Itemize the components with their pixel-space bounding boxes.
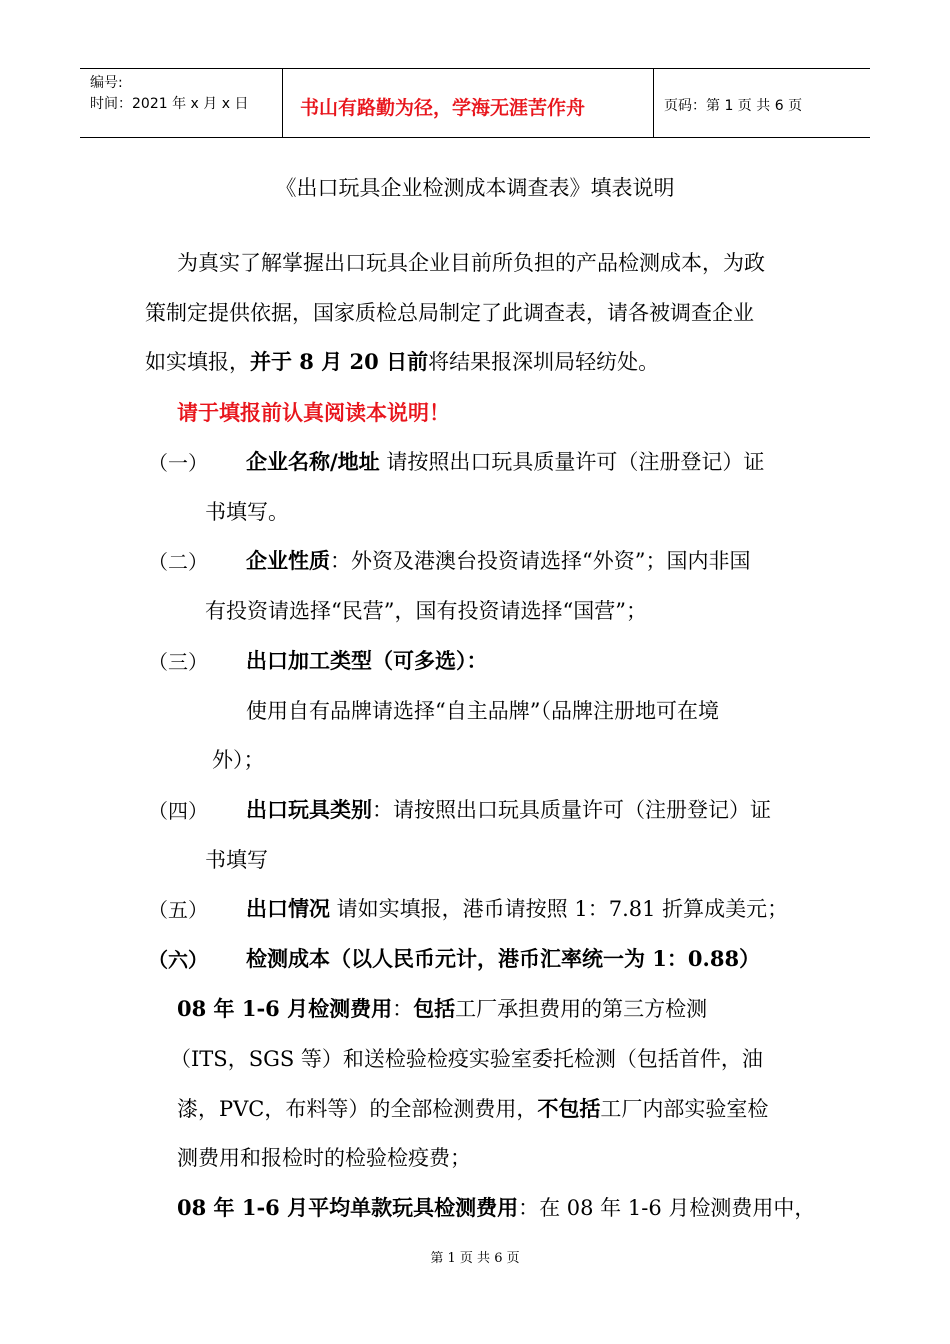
item-text: 请如实填报，港币请按照 1：7.81 折算成美元； [330,897,789,921]
cost-line-3 [177,1093,768,1123]
item-number: （六） [148,948,208,972]
notice-text: 请于填报前认真阅读本说明！ [177,400,450,425]
page-footer: 第 1 页 共 6 页 [430,1251,520,1266]
cost-line-1 [177,993,707,1023]
item-line [246,645,488,675]
deadline-text: 并于 8 月 20 日前 [250,349,429,374]
cost-heading: 08 年 1-6 月检测费用 [177,996,393,1021]
intro-line-3 [145,346,659,376]
intro-line-1: 为真实了解掌握出口玩具企业目前所负担的产品检测成本，为政 [177,251,765,275]
item-line [246,893,788,923]
cost-line-4: 测费用和报检时的检验检疫费； [177,1146,471,1170]
header-left-cell [80,69,283,137]
intro-line-2: 策制定提供依据，国家质检总局制定了此调查表，请各被调查企业 [145,301,754,325]
cost-text: ：在 08 年 1-6 月检测费用中， [518,1196,816,1220]
item-line [246,446,764,476]
motto: 书山有路勤为径，学海无涯苦作舟 [300,97,586,119]
cost-heading: 08 年 1-6 月平均单款玩具检测费用 [177,1195,519,1220]
item-number: （四） [148,799,208,823]
cost-exclude: 不包括 [537,1096,601,1121]
item-continuation: 有投资请选择“民营”，国有投资请选择“国营”； [205,599,647,623]
item-text: ：外资及港澳台投资请选择“外资”；国内非国 [330,549,751,573]
item-line [246,794,771,824]
time-label: 时间：2021 年 x 月 x 日 [90,96,249,112]
item-number: （二） [148,550,208,574]
intro-text: 将结果报深圳局轻纺处。 [428,350,660,374]
cost-text: 漆，PVC，布料等）的全部检测费用， [177,1097,538,1121]
page-number-label: 页码：第 1 页 共 6 页 [664,98,803,114]
cost-text: 工厂承担费用的第三方检测 [455,997,708,1021]
item-heading: 出口情况 [246,896,330,921]
header-center-cell [283,69,654,137]
item-heading: 出口加工类型（可多选）： [246,648,488,673]
cost-line-2: （ITS，SGS 等）和送检验检疫实验室委托检测（包括首件，油 [170,1047,763,1071]
cost-text: 工厂内部实验室检 [600,1097,769,1121]
item-text: ：请按照出口玩具质量许可（注册登记）证 [372,798,771,822]
item-continuation: 外）； [212,748,265,772]
item-text: 请按照出口玩具质量许可（注册登记）证 [379,450,765,474]
item-number: （三） [148,650,208,674]
item-continuation: 书填写 [205,848,268,872]
cost-line-5 [177,1192,815,1222]
document-title: 《出口玩具企业检测成本调查表》填表说明 [275,176,675,200]
serial-label: 编号: [90,75,123,91]
item-continuation: 书填写。 [205,500,289,524]
intro-text: 如实填报， [145,350,250,374]
item-heading: 出口玩具类别 [246,797,372,822]
item-heading: 企业名称/地址 [246,449,380,474]
cost-include: 包括 [413,996,456,1021]
item-line [246,545,750,575]
item-number: （一） [148,451,208,475]
cost-text: ： [392,997,414,1021]
item-heading: 检测成本（以人民币元计，港币汇率统一为 1：0.88） [246,946,761,971]
item-heading: 企业性质 [246,548,330,573]
page-header [80,68,870,138]
item-continuation: 使用自有品牌请选择“自主品牌”（品牌注册地可在境 [246,699,719,723]
item-number: （五） [148,898,208,922]
